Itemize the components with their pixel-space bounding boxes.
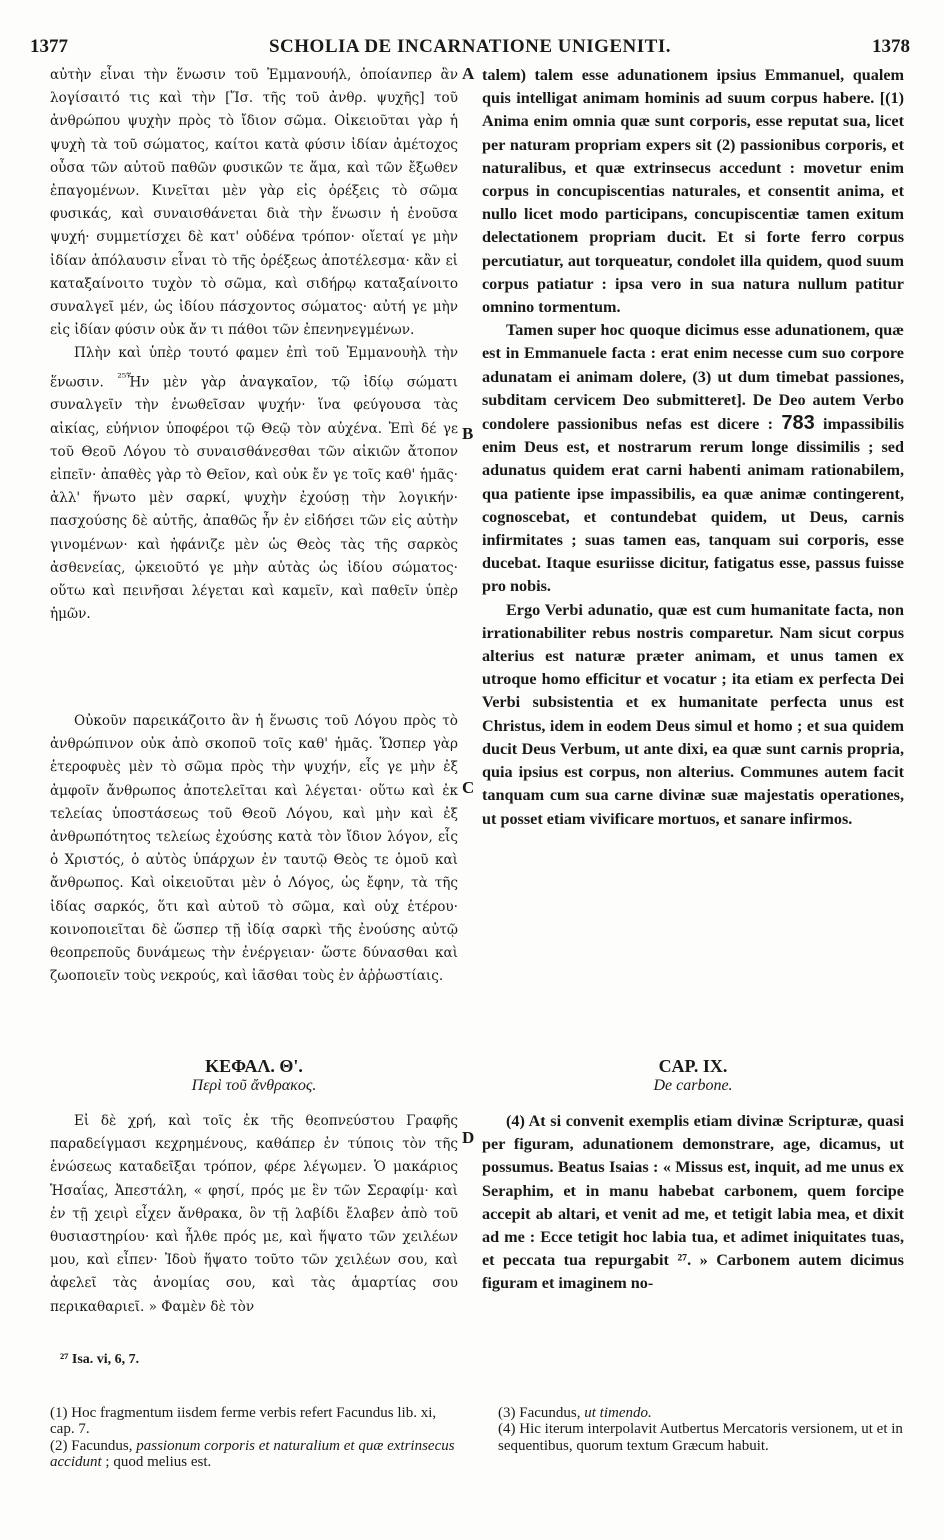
footnotes-left <box>50 1405 455 1471</box>
footnote: (4) Hic iterum interpolavit Autbertus Mercatoris versionem, ut et in sequentibus, quorum textum Græcum habuit. <box>498 1421 903 1454</box>
footnote-text: ; quod melius est. <box>101 1454 212 1471</box>
greek-text: Πλὴν καὶ ὑπὲρ τουτό φαμεν ἐπὶ τοῦ Ἐμμανουὴλ τὴν ἕνωσιν. <box>50 345 458 391</box>
latin-paragraph <box>482 319 904 598</box>
margin-letter-b: B <box>462 424 474 443</box>
greek-column-upper <box>50 64 458 626</box>
footnote-mark: ²⁵ <box>117 369 127 384</box>
greek-paragraph <box>50 342 458 626</box>
footnote-text: (2) Facundus, <box>50 1437 137 1454</box>
footnote <box>50 1438 455 1471</box>
latin-chapter-heading <box>482 1056 904 1095</box>
page-number-right: 1378 <box>872 36 910 57</box>
greek-paragraph: αὐτὴν εἶναι τὴν ἕνωσιν τοῦ Ἐμμανουήλ, ὁποίανπερ ἂν λογίσαιτό τις καὶ τὴν [Ἴσ. τῆς τοῦ ἀνθρ. ψυχῆς] τοῦ ἀνθρώπου ψυχὴν πρὸς τὸ ἴδιον σῶμα. Οἰκειοῦται γὰρ ἡ ψυχὴ τὰ τοῦ σώματος, καίτοι κατὰ φύσιν ἰδίαν ἀμέτοχος οὖσα τῶν αὐτοῦ παθῶν φυσικῶν τε ἅμα, καὶ τῶν ἔξωθεν ἐπαγομένων. Κινεῖται μὲν γὰρ εἰς ὀρέξεις τὸ σῶμα φυσικάς, καὶ συναισθάνεται διὰ τὴν ἕνωσιν ἡ ἐνοῦσα ψυχή· συμμετίσχει δὲ κατ' οὐδένα τρόπον· οἴεταί γε μὴν ἰδίαν ἀπόλαυσιν εἶναι τὸ τῆς ὀρέξεως ἀποτέλεσμα· κἂν εἰ καταξαίνοιτο τυχὸν τὸ σῶμα, καὶ σιδήρῳ καταξαίνοιτο συναλγεῖ μέν, ὡς ἰδίου πάσχοντος σώματος· αὐτή γε μὴν εἰς ἰδίαν φύσιν οὐκ ἄν τι πάθοι τῶν ἐπενηνεγμένων. <box>50 67 458 339</box>
greek-text: Ἦν μὲν γὰρ ἀναγκαῖον, τῷ ἰδίῳ σώματι συναλγεῖν τὴν ἑνωθεῖσαν ψυχήν· ἵνα φεύγουσα τὰς αἰκίας, εὐήνιον ὑποφέροι τῷ Θεῷ τὸν αὐχένα. Ἐπὶ δέ γε τοῦ Θεοῦ Λόγου τὸ συναισθάνεσθαι τῶν αἰκιῶν ἄτοπον εἰπεῖν· ἀπαθὲς γὰρ τὸ Θεῖον, καὶ οὐκ ἔν γε τοῖς καθ' ἡμᾶς· ἀλλ' ἥνωτο μὲν σαρκί, ψυχὴν ἐχούσῃ τὴν λογικήν· πασχούσης δὲ αὐτῆς, ἀπαθῶς ἦν ἐν εἰδήσει τῶν εἰς αὐτὴν γινομένων· καὶ ἠφάνιζε μὲν ὡς Θεὸς τὰς τῆς σαρκὸς ἀσθενείας, ᾠκειοῦτό γε μὴν αὐτὰς ὡς ἰδίου σώματος· οὕτω καὶ πεινῆσαι λέγεται καὶ καμεῖν, καὶ παθεῖν ὑπὲρ ἡμῶν. <box>50 374 458 623</box>
greek-chapter-heading <box>50 1056 458 1095</box>
chapter-subtitle: De carbone. <box>653 1077 733 1094</box>
greek-column-lower <box>50 1110 458 1319</box>
chapter-title: ΚΕΦΑΛ. Θ'. <box>205 1056 303 1076</box>
running-title: SCHOLIA DE INCARNATIONE UNIGENITI. <box>268 36 671 57</box>
footnote <box>498 1405 908 1421</box>
greek-column-middle <box>50 710 458 988</box>
running-header <box>30 36 910 62</box>
footnote-italic: passionum corporis et naturalium et quæ extrinsecus accidunt <box>50 1437 455 1471</box>
margin-letter-a: A <box>462 64 475 83</box>
column-number: 783 <box>781 412 815 435</box>
greek-paragraph: Εἰ δὲ χρή, καὶ τοῖς ἐκ τῆς θεοπνεύστου Γραφῆς παραδείγμασι κεχρημένους, καθάπερ ἐν τύποις τὸν τῆς ἑνώσεως καταδεῖξαι τρόπον, φέρε λέγωμεν. Ὁ μακάριος Ἡσαΐας, Ἀπεστάλη, « φησί, πρός με ἓν τῶν Σεραφίμ· καὶ ἐν τῇ χειρὶ εἶχεν ἄνθρακα, ὃν τῇ λαβίδι ἔλαβεν ἀπὸ τοῦ θυσιαστηρίου· καὶ ἦλθε πρός με, καὶ ἥψατο τῶν χειλέων μου, καὶ εἶπεν· Ἰδοὺ ἥψατο τοῦτο τῶν χειλέων σου, καὶ ἀφελεῖ τὰς ἀνομίας σου, καὶ τὰς ἁμαρτίας σου περικαθαριεῖ. » Φαμὲν δὲ τὸν <box>50 1113 458 1315</box>
latin-text: Tamen super hoc quoque dicimus esse adunationem, quæ est in Emmanuele facta : erat enim necesse cum suo corpore adunatam ei animam dolere, (3) ut dum timebat passiones, subditam cervicem Deo submitteret]. De Deo autem Verbo condolere passionibus nefas est dicere : <box>482 321 904 434</box>
chapter-title: CAP. IX. <box>658 1056 728 1076</box>
footnote-text: (3) Facundus, <box>498 1405 585 1421</box>
latin-column-lower <box>482 1110 904 1296</box>
latin-text: impassibilis enim Deus est, et nostrarum rerum longe dissimilis ; sed adunatus quidem erat carni habenti animam rationabilem, qua patiente ipse impassibilis, ea quæ animæ contingerent, cognoscebat, et contundebat quidem, ut Deus, carnis infirmitates ; suas tamen eas, tanquam sui corporis, esse ducebat. Itaque esuriisse dicitur, fatigatus esse, passus fuisse pro nobis. <box>482 415 904 596</box>
chapter-subtitle: Περὶ τοῦ ἄνθρακος. <box>191 1077 317 1094</box>
latin-column-upper <box>482 64 904 831</box>
margin-letter-c: C <box>462 778 475 797</box>
latin-paragraph: (4) At si convenit exemplis etiam divinæ Scripturæ, quasi per figuram, adunationem demonstrare, age, dicamus, ut possumus. Beatus Isaias : « Missus est, inquit, ad me unus ex Seraphim, et in manu habebat carbonem, quem forcipe accepit ab altari, et venit ad me, et tetigit labia mea, et dixit ad me : Ecce tetigit hoc labia tua, et adimet iniquitates tuas, et peccata tua repurgabit ²⁷. » Carbonem autem dicimus figuram et imaginem no- <box>482 1112 904 1293</box>
footnotes-right <box>498 1405 908 1454</box>
scripture-reference: ²⁷ Isa. vi, 6, 7. <box>60 1352 140 1367</box>
margin-letter-d: D <box>462 1128 475 1147</box>
latin-paragraph: Ergo Verbi adunatio, quæ est cum humanitate facta, non irrationabiliter rebus nostris comparetur. Nam sicut corpus alterius est naturæ præter animam, et unus tamen ex utroque homo efficitur et vocatur ; ita etiam ex perfecta Dei Verbi subsistentia et ex humanitate perfecta unus est Christus, idem in eodem Deus simul et homo ; et sua quidem ducit Deus Verbum, ut ante dixi, ea quæ sunt carnis propria, quia ipsius est corpus, non alterius. Communes autem facit tanquam cum sua carne divinæ suæ majestatis operationes, ut posset etiam vivificare mortuos, et sanare infirmos. <box>482 600 904 828</box>
latin-paragraph: talem) talem esse adunationem ipsius Emmanuel, qualem quis intelligat animam hominis ad suum corpus habere. [(1) Anima enim omnia quæ sunt corporis, esse reputat sua, licet per naturam propriam expers sit (2) passionibus corporis, et naturalibus, et quæ extrinsecus accedunt : movetur enim corpus in concupiscentias naturales, et consentit anima, et nullo licet modo participans, concupiscentiæ tamen exitum delectationem propriam ducit. Et si forte ferro corpus percutiatur, aut torqueatur, condolet illa quidem, quod suum corpus patiatur : ipsa vero in sua natura nullum patitur omnino tormentum. <box>482 66 904 317</box>
greek-paragraph: Οὐκοῦν παρεικάζοιτο ἂν ἡ ἕνωσις τοῦ Λόγου πρὸς τὸ ἀνθρώπινον οὐκ ἀπὸ σκοποῦ τοῖς καθ' ἡμᾶς. Ὥσπερ γὰρ ἑτεροφυὲς μὲν τὸ σῶμα πρὸς τὴν ψυχήν, εἷς γε μὴν ἐξ ἀμφοῖν ἄνθρωπος ἀποτελεῖται καὶ λέγεται· οὕτω καὶ ἐκ τελείας ὑποστάσεως τοῦ Θεοῦ Λόγου, καὶ μὴν καὶ ἐξ ἀνθρωπότητος τελείως ἐχούσης κατὰ τὸν ἴδιον λόγον, εἷς ὁ Χριστός, ὁ αὐτὸς ὑπάρχων ἐν ταυτῷ Θεὸς τε ὁμοῦ καὶ ἄνθρωπος. Καὶ οἰκειοῦται μὲν ὁ Λόγος, ὡς ἔφην, τὰ τῆς ἰδίας σαρκός, ὅτι καὶ αὐτοῦ τὸ σῶμα, καὶ οὐχ ἑτέρου· κοινοποιεῖται δὲ ὥσπερ τῇ ἰδίᾳ σαρκὶ τῆς ἐνούσης αὐτῷ θεοπρεποῦς δυνάμεως τὴν ἐνέργειαν· ὥστε δύνασθαι καὶ ζωοποιεῖν τοὺς νεκρούς, καὶ ἰᾶσθαι τοὺς ἐν ἀῤῥωστίαις. <box>50 713 458 985</box>
page-number-left: 1377 <box>30 36 68 57</box>
footnote-italic: ut timendo. <box>584 1405 652 1421</box>
footnote: (1) Hoc fragmentum iisdem ferme verbis refert Facundus lib. xi, cap. 7. <box>50 1405 437 1438</box>
